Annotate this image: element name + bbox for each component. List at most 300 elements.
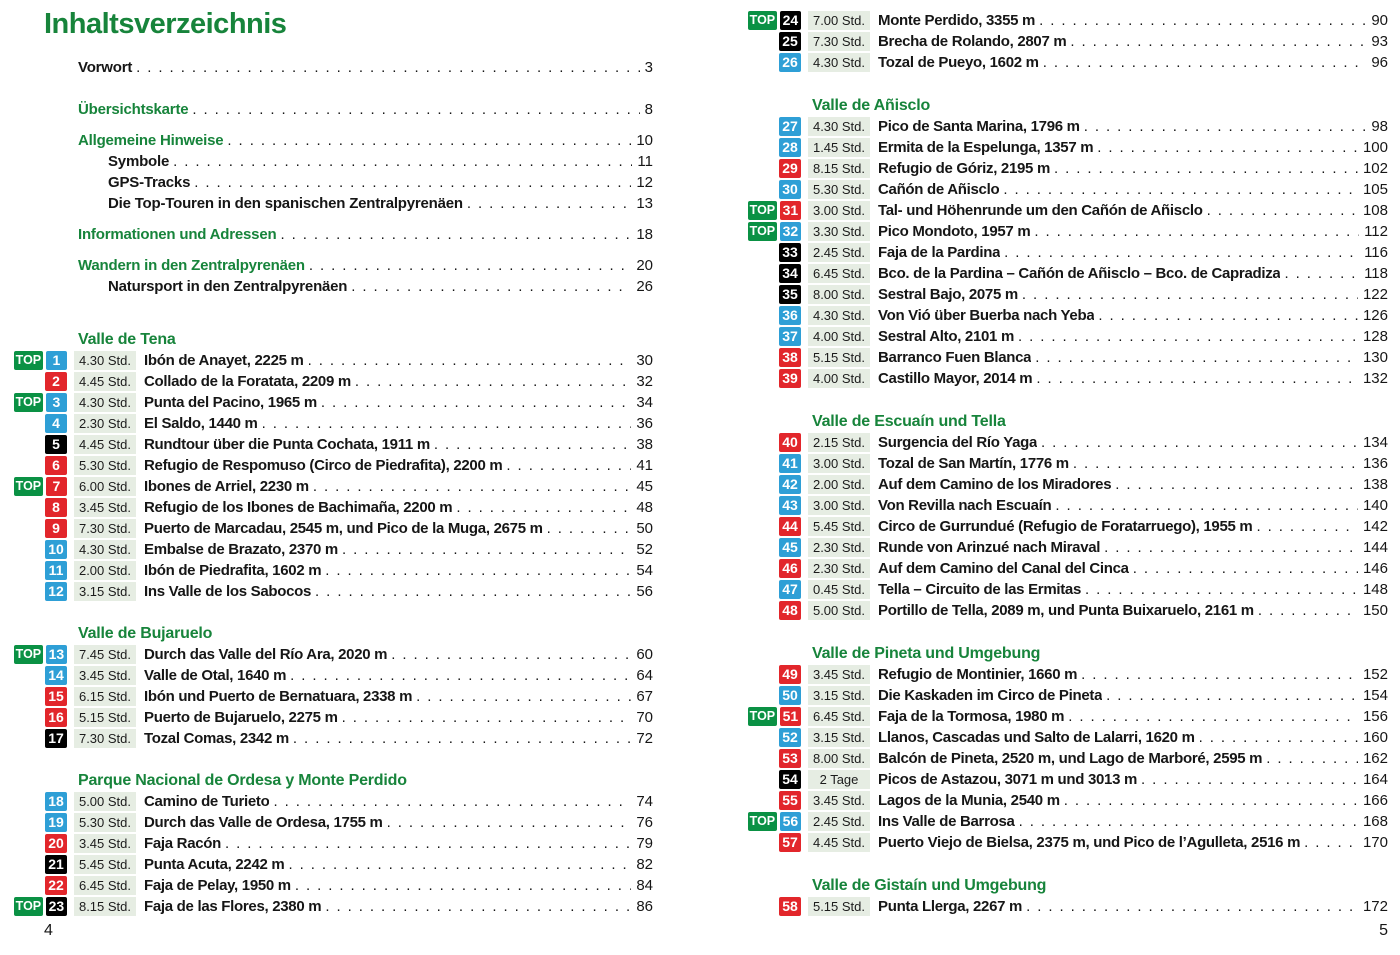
tour-number-badge: 33 xyxy=(779,243,801,262)
tour-title: Cañón de Añisclo xyxy=(878,181,1000,198)
tour-row xyxy=(14,812,653,833)
page-left xyxy=(14,8,653,917)
dot-leader xyxy=(325,898,631,916)
tour-row xyxy=(14,896,653,917)
tour-page-number: 36 xyxy=(636,415,653,432)
tour-duration: 3.45 Std. xyxy=(74,666,136,685)
right-sections xyxy=(748,10,1388,917)
tour-page-number: 136 xyxy=(1362,455,1388,472)
tour-title: Castillo Mayor, 2014 m xyxy=(878,370,1033,387)
section-heading: Valle de Pineta und Umgebung xyxy=(812,645,1041,662)
tour-row xyxy=(14,644,653,665)
tour-number-badge: 28 xyxy=(779,138,801,157)
tour-title: Punta Llerga, 2267 m xyxy=(878,898,1023,915)
tour-title: Sestral Bajo, 2075 m xyxy=(878,286,1018,303)
dot-leader xyxy=(308,352,632,370)
dot-leader xyxy=(342,541,631,559)
top-badge: TOP xyxy=(748,222,777,241)
badge-column xyxy=(14,708,67,727)
tour-row xyxy=(748,706,1388,727)
tour-title: Camino de Turieto xyxy=(144,793,270,810)
tour-row xyxy=(14,875,653,896)
badge-column xyxy=(14,876,67,895)
badge-column xyxy=(748,264,801,283)
tour-number-badge: 22 xyxy=(45,876,67,895)
tour-row xyxy=(748,495,1388,516)
tour-row xyxy=(14,791,653,812)
tour-title: Punta Acuta, 2242 m xyxy=(144,856,285,873)
badge-column xyxy=(748,897,801,916)
dot-leader xyxy=(1104,539,1358,557)
tour-page-number: 168 xyxy=(1362,813,1388,830)
tour-title: Faja de Pelay, 1950 m xyxy=(144,877,291,894)
tour-page-number: 60 xyxy=(636,646,653,663)
tour-page-number: 56 xyxy=(636,583,653,600)
dot-leader xyxy=(1256,518,1358,536)
tour-title: Puerto de Bujaruelo, 2275 m xyxy=(144,709,338,726)
toc-entry-label: GPS-Tracks xyxy=(108,174,191,191)
dot-leader xyxy=(1018,328,1358,346)
tour-row xyxy=(14,854,653,875)
badge-column xyxy=(14,561,67,580)
dot-leader xyxy=(1207,202,1358,220)
tour-page-number: 162 xyxy=(1362,750,1388,767)
tour-row xyxy=(14,707,653,728)
dot-leader xyxy=(506,457,631,475)
dot-leader xyxy=(1304,834,1358,852)
tour-page-number: 50 xyxy=(636,520,653,537)
tour-title: Ins Valle de Barrosa xyxy=(878,813,1015,830)
tour-title: Circo de Gurrundué (Refugio de Foratarruego), 1955 m xyxy=(878,518,1253,535)
dot-leader xyxy=(262,415,632,433)
tour-number-badge: 27 xyxy=(779,117,801,136)
tour-number-badge: 19 xyxy=(45,813,67,832)
tour-number-badge: 29 xyxy=(779,159,801,178)
toc-entry xyxy=(78,255,653,276)
dot-leader xyxy=(225,835,631,853)
tour-number-badge: 43 xyxy=(779,496,801,515)
tour-number-badge: 18 xyxy=(45,792,67,811)
dot-leader xyxy=(351,278,631,296)
badge-column xyxy=(14,897,67,916)
badge-column xyxy=(748,707,801,726)
dot-leader xyxy=(387,814,632,832)
badge-column xyxy=(748,306,801,325)
top-badge: TOP xyxy=(14,351,43,370)
tour-number-badge: 34 xyxy=(779,264,801,283)
dot-leader xyxy=(1004,244,1359,262)
badge-column xyxy=(748,454,801,473)
tour-page-number: 126 xyxy=(1362,307,1388,324)
tour-duration: 3.30 Std. xyxy=(808,222,870,241)
dot-leader xyxy=(1019,813,1358,831)
tour-duration: 4.30 Std. xyxy=(74,540,136,559)
section-heading: Valle de Bujaruelo xyxy=(78,625,213,642)
tour-title: Runde von Arinzué nach Miraval xyxy=(878,539,1101,556)
tour-page-number: 118 xyxy=(1364,265,1388,282)
tour-number-badge: 56 xyxy=(780,812,801,831)
tour-row xyxy=(748,200,1388,221)
tour-page-number: 74 xyxy=(636,793,653,810)
badge-column xyxy=(748,475,801,494)
tour-title: Tozal de Pueyo, 1602 m xyxy=(878,54,1039,71)
toc-entry-page: 8 xyxy=(644,101,653,118)
front-matter-group xyxy=(14,99,653,120)
tour-title: Llanos, Cascadas und Salto de Lalarri, 1620 m xyxy=(878,729,1195,746)
tour-page-number: 84 xyxy=(636,877,653,894)
toc-entry-label: Allgemeine Hinweise xyxy=(78,132,224,149)
toc-entry-page: 26 xyxy=(636,278,653,295)
page-title: Inhaltsverzeichnis xyxy=(44,8,287,40)
dot-leader xyxy=(1266,750,1358,768)
badge-column xyxy=(748,348,801,367)
tour-number-badge: 42 xyxy=(779,475,801,494)
tour-row xyxy=(748,748,1388,769)
top-badge: TOP xyxy=(748,201,777,220)
toc-entry-page: 13 xyxy=(636,195,653,212)
tour-number-badge: 50 xyxy=(779,686,801,705)
tour-page-number: 41 xyxy=(636,457,653,474)
top-badge: TOP xyxy=(748,707,777,726)
badge-column xyxy=(14,813,67,832)
badge-column xyxy=(14,540,67,559)
tour-duration: 6.15 Std. xyxy=(74,687,136,706)
badge-column xyxy=(14,393,67,412)
tour-title: Barranco Fuen Blanca xyxy=(878,349,1032,366)
badge-column xyxy=(14,582,67,601)
tour-title: Refugio de Góriz, 2195 m xyxy=(878,160,1051,177)
tour-title: Bco. de la Pardina – Cañón de Añisclo – Bco. de Capradiza xyxy=(878,265,1281,282)
badge-column xyxy=(748,728,801,747)
tour-page-number: 64 xyxy=(636,667,653,684)
tour-duration: 5.30 Std. xyxy=(74,813,136,832)
tour-duration: 6.00 Std. xyxy=(74,477,136,496)
page-number-left: 4 xyxy=(44,922,53,939)
dot-leader xyxy=(1258,602,1358,620)
tour-duration: 0.45 Std. xyxy=(808,580,870,599)
badge-column xyxy=(748,433,801,452)
section-heading: Valle de Tena xyxy=(78,331,176,348)
tour-page-number: 45 xyxy=(636,478,653,495)
tour-page-number: 38 xyxy=(636,436,653,453)
tour-row xyxy=(748,537,1388,558)
badge-column xyxy=(748,138,801,157)
tour-title: Faja de las Flores, 2380 m xyxy=(144,898,322,915)
tour-duration: 4.30 Std. xyxy=(74,351,136,370)
dot-leader xyxy=(1068,708,1358,726)
section-rows xyxy=(14,644,653,749)
tour-title: Valle de Otal, 1640 m xyxy=(144,667,287,684)
badge-column xyxy=(748,559,801,578)
badge-column xyxy=(748,770,801,789)
toc-section xyxy=(748,95,1388,389)
tour-row xyxy=(748,10,1388,31)
tour-number-badge: 40 xyxy=(779,433,801,452)
tour-number-badge: 13 xyxy=(46,645,67,664)
toc-entry-page: 10 xyxy=(636,132,653,149)
toc-section xyxy=(748,875,1388,917)
tour-number-badge: 25 xyxy=(779,32,801,51)
dot-leader xyxy=(315,583,631,601)
tour-duration: 5.45 Std. xyxy=(808,517,870,536)
tour-page-number: 116 xyxy=(1364,244,1388,261)
tour-page-number: 34 xyxy=(636,394,653,411)
tour-duration: 4.30 Std. xyxy=(808,53,870,72)
badge-column xyxy=(748,180,801,199)
tour-row xyxy=(748,832,1388,853)
section-heading: Valle de Escuaín und Tella xyxy=(812,413,1006,430)
tour-title: Puerto de Marcadau, 2545 m, und Pico de la Muga, 2675 m xyxy=(144,520,543,537)
tour-number-badge: 57 xyxy=(779,833,801,852)
dot-leader xyxy=(434,436,631,454)
dot-leader xyxy=(1284,265,1359,283)
tour-title: El Saldo, 1440 m xyxy=(144,415,258,432)
tour-row xyxy=(748,179,1388,200)
tour-page-number: 156 xyxy=(1362,708,1388,725)
tour-page-number: 105 xyxy=(1362,181,1388,198)
tour-row xyxy=(14,833,653,854)
dot-leader xyxy=(1055,497,1358,515)
tour-title: Pico de Santa Marina, 1796 m xyxy=(878,118,1080,135)
dot-leader xyxy=(1003,181,1358,199)
tour-page-number: 52 xyxy=(636,541,653,558)
badge-column xyxy=(14,351,67,370)
tour-page-number: 93 xyxy=(1371,33,1388,50)
badge-column xyxy=(14,834,67,853)
tour-title: Ibones de Arriel, 2230 m xyxy=(144,478,309,495)
tour-page-number: 132 xyxy=(1362,370,1388,387)
tour-row xyxy=(748,453,1388,474)
tour-number-badge: 8 xyxy=(45,498,67,517)
tour-number-badge: 35 xyxy=(779,285,801,304)
dot-leader xyxy=(1054,160,1358,178)
tour-duration: 5.45 Std. xyxy=(74,855,136,874)
tour-page-number: 160 xyxy=(1362,729,1388,746)
tour-row xyxy=(14,539,653,560)
tour-duration: 2 Tage xyxy=(808,770,870,789)
tour-number-badge: 1 xyxy=(46,351,67,370)
toc-section xyxy=(14,623,653,749)
tour-duration: 4.30 Std. xyxy=(74,393,136,412)
tour-row xyxy=(748,432,1388,453)
dot-leader xyxy=(136,59,640,77)
dot-leader xyxy=(1035,349,1358,367)
tour-number-badge: 49 xyxy=(779,665,801,684)
tour-page-number: 70 xyxy=(636,709,653,726)
tour-title: Ibón de Anayet, 2225 m xyxy=(144,352,304,369)
tour-number-badge: 47 xyxy=(779,580,801,599)
tour-row xyxy=(748,116,1388,137)
tour-duration: 3.00 Std. xyxy=(808,201,870,220)
tour-row xyxy=(14,560,653,581)
tour-title: Pico Mondoto, 1957 m xyxy=(878,223,1031,240)
dot-leader xyxy=(1064,792,1358,810)
tour-duration: 1.45 Std. xyxy=(808,138,870,157)
dot-leader xyxy=(467,195,631,213)
toc-entry xyxy=(108,151,653,172)
tour-duration: 2.15 Std. xyxy=(808,433,870,452)
tour-duration: 3.45 Std. xyxy=(74,498,136,517)
toc-entry xyxy=(78,57,653,78)
dot-leader xyxy=(1106,687,1358,705)
badge-column xyxy=(748,601,801,620)
tour-duration: 3.15 Std. xyxy=(808,728,870,747)
badge-column xyxy=(14,645,67,664)
badge-column xyxy=(748,791,801,810)
tour-page-number: 86 xyxy=(636,898,653,915)
dot-leader xyxy=(290,667,631,685)
dot-leader xyxy=(1041,434,1358,452)
tour-duration: 4.00 Std. xyxy=(808,369,870,388)
tour-duration: 5.30 Std. xyxy=(74,456,136,475)
tour-number-badge: 45 xyxy=(779,538,801,557)
tour-page-number: 30 xyxy=(636,352,653,369)
tour-title: Refugio de Respomuso (Circo de Piedrafita), 2200 m xyxy=(144,457,503,474)
tour-duration: 4.30 Std. xyxy=(808,306,870,325)
tour-duration: 8.00 Std. xyxy=(808,285,870,304)
tour-row xyxy=(748,579,1388,600)
toc-entry-label: Wandern in den Zentralpyrenäen xyxy=(78,257,305,274)
badge-column xyxy=(14,519,67,538)
tour-duration: 7.45 Std. xyxy=(74,645,136,664)
section-heading: Valle de Añisclo xyxy=(812,97,931,114)
tour-row xyxy=(748,474,1388,495)
dot-leader xyxy=(1115,476,1358,494)
tour-page-number: 154 xyxy=(1362,687,1388,704)
badge-column xyxy=(748,665,801,684)
tour-duration: 2.30 Std. xyxy=(808,559,870,578)
left-sections xyxy=(14,329,653,917)
tour-page-number: 102 xyxy=(1362,160,1388,177)
tour-number-badge: 58 xyxy=(779,897,801,916)
badge-column xyxy=(14,456,67,475)
badge-column xyxy=(748,11,801,30)
dot-leader xyxy=(227,132,631,150)
tour-row xyxy=(14,476,653,497)
tour-row xyxy=(748,769,1388,790)
dot-leader xyxy=(355,373,631,391)
tour-duration: 8.00 Std. xyxy=(808,749,870,768)
tour-duration: 3.45 Std. xyxy=(808,791,870,810)
tour-title: Faja Racón xyxy=(144,835,222,852)
tour-title: Surgencia del Río Yaga xyxy=(878,434,1038,451)
toc-entry-page: 20 xyxy=(636,257,653,274)
tour-page-number: 138 xyxy=(1362,476,1388,493)
tour-title: Faja de la Tormosa, 1980 m xyxy=(878,708,1065,725)
tour-number-badge: 20 xyxy=(45,834,67,853)
tour-page-number: 152 xyxy=(1362,666,1388,683)
tour-page-number: 150 xyxy=(1362,602,1388,619)
tour-title: Lagos de la Munia, 2540 m xyxy=(878,792,1060,809)
toc-entry xyxy=(78,130,653,151)
badge-column xyxy=(748,517,801,536)
toc-entry-label: Symbole xyxy=(108,153,170,170)
tour-duration: 7.00 Std. xyxy=(808,11,870,30)
tour-row xyxy=(14,371,653,392)
toc-entry xyxy=(108,276,653,297)
tour-row xyxy=(14,581,653,602)
tour-duration: 5.00 Std. xyxy=(808,601,870,620)
dot-leader xyxy=(192,101,639,119)
tour-page-number: 130 xyxy=(1362,349,1388,366)
tour-duration: 7.30 Std. xyxy=(74,519,136,538)
tour-duration: 6.45 Std. xyxy=(74,876,136,895)
tour-number-badge: 17 xyxy=(45,729,67,748)
tour-row xyxy=(14,413,653,434)
tour-number-badge: 32 xyxy=(780,222,801,241)
tour-number-badge: 55 xyxy=(779,791,801,810)
tour-title: Tozal Comas, 2342 m xyxy=(144,730,289,747)
dot-leader xyxy=(1036,370,1358,388)
tour-number-badge: 15 xyxy=(45,687,67,706)
badge-column xyxy=(748,749,801,768)
badge-column xyxy=(14,477,67,496)
tour-number-badge: 12 xyxy=(45,582,67,601)
tour-row xyxy=(748,158,1388,179)
badge-column xyxy=(14,372,67,391)
badge-column xyxy=(748,812,801,831)
toc-section xyxy=(14,770,653,917)
dot-leader xyxy=(1022,286,1358,304)
dot-leader xyxy=(1034,223,1359,241)
tour-duration: 2.00 Std. xyxy=(808,475,870,494)
tour-title: Durch das Valle de Ordesa, 1755 m xyxy=(144,814,383,831)
tour-number-badge: 11 xyxy=(45,561,67,580)
dot-leader xyxy=(1085,581,1358,599)
tour-page-number: 98 xyxy=(1371,118,1388,135)
tour-row xyxy=(748,685,1388,706)
badge-column xyxy=(748,117,801,136)
tour-page-number: 100 xyxy=(1362,139,1388,156)
tour-page-number: 170 xyxy=(1362,834,1388,851)
dot-leader xyxy=(321,394,631,412)
badge-column xyxy=(14,435,67,454)
tour-number-badge: 3 xyxy=(46,393,67,412)
tour-page-number: 128 xyxy=(1362,328,1388,345)
tour-duration: 2.30 Std. xyxy=(808,538,870,557)
toc-entry xyxy=(108,172,653,193)
badge-column xyxy=(748,222,801,241)
tour-number-badge: 30 xyxy=(779,180,801,199)
tour-number-badge: 46 xyxy=(779,559,801,578)
tour-row xyxy=(748,811,1388,832)
tour-title: Punta del Pacino, 1965 m xyxy=(144,394,317,411)
tour-number-badge: 26 xyxy=(779,53,801,72)
tour-page-number: 134 xyxy=(1362,434,1388,451)
tour-duration: 5.30 Std. xyxy=(808,180,870,199)
tour-title: Embalse de Brazato, 2370 m xyxy=(144,541,338,558)
tour-page-number: 142 xyxy=(1362,518,1388,535)
dot-leader xyxy=(293,730,631,748)
tour-duration: 2.30 Std. xyxy=(74,414,136,433)
dot-leader xyxy=(194,174,631,192)
tour-row xyxy=(748,516,1388,537)
dot-leader xyxy=(547,520,632,538)
top-badge: TOP xyxy=(748,812,777,831)
dot-leader xyxy=(1026,898,1358,916)
tour-duration: 3.15 Std. xyxy=(74,582,136,601)
front-matter-group xyxy=(14,57,653,78)
toc-entry-label: Vorwort xyxy=(78,59,133,76)
section-rows xyxy=(14,791,653,917)
tour-row xyxy=(14,455,653,476)
toc-entry-label: Übersichtskarte xyxy=(78,101,189,118)
tour-title: Tozal de San Martín, 1776 m xyxy=(878,455,1069,472)
badge-column xyxy=(14,792,67,811)
tour-duration: 7.30 Std. xyxy=(808,32,870,51)
tour-page-number: 144 xyxy=(1362,539,1388,556)
tour-title: Ins Valle de los Sabocos xyxy=(144,583,312,600)
